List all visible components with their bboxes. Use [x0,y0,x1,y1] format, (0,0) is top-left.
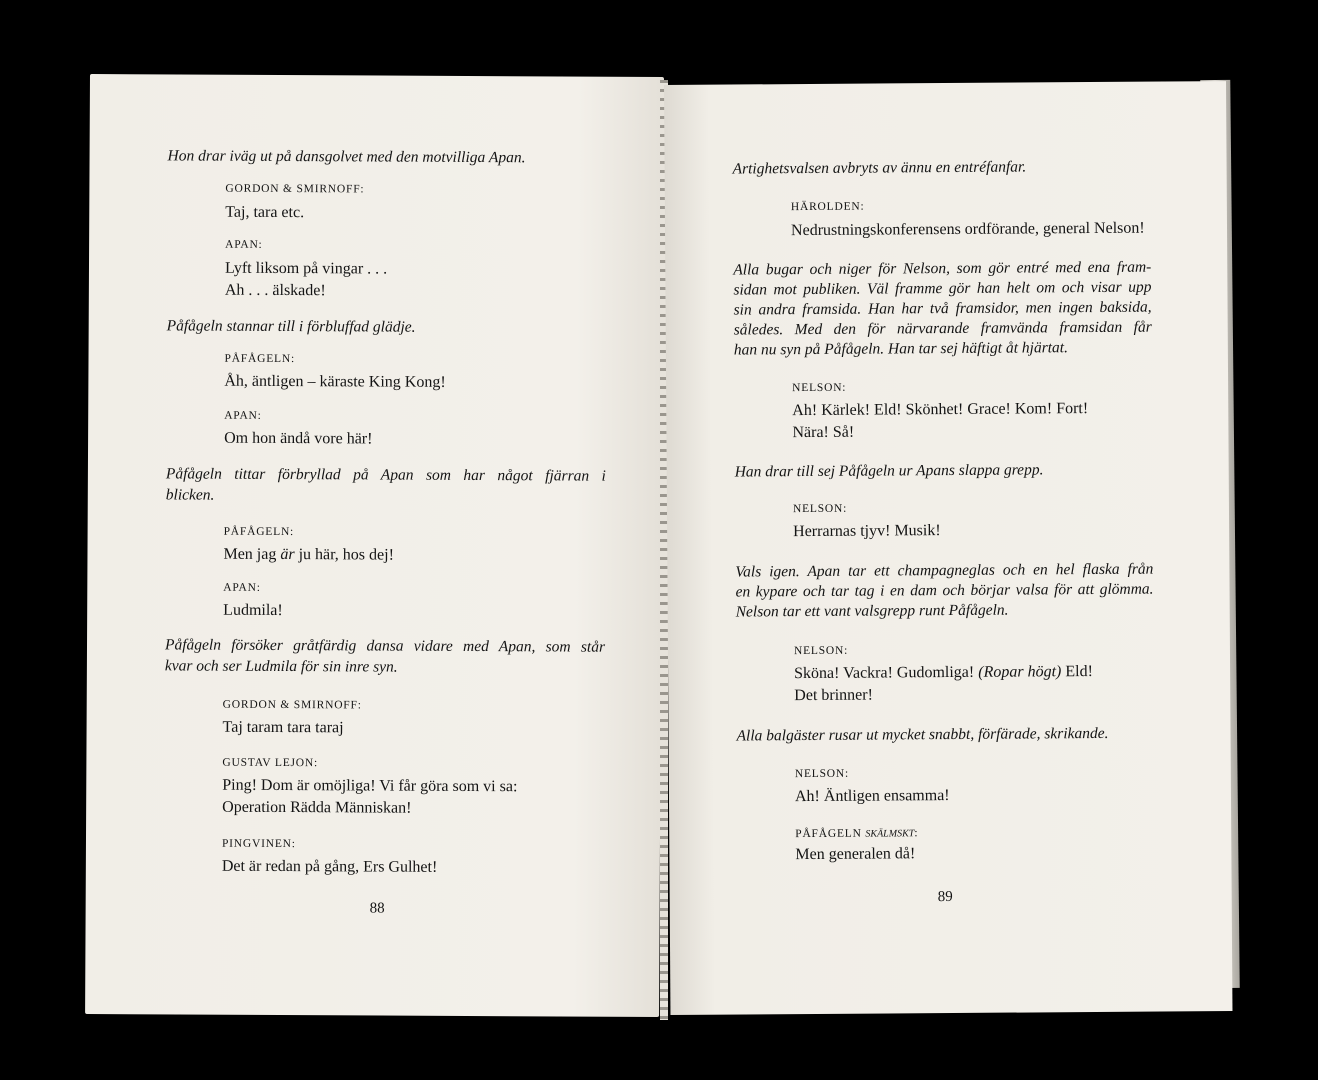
speaker-name: APAN: [225,238,263,251]
speaker-name: GORDON & SMIRNOFF: [225,182,365,196]
dialogue-line: Nära! Så! [792,423,855,442]
stage-direction: sin andra framsida. Han har två framsidor, men ingen baksida, [733,298,1152,319]
speaker-name: APAN: [224,409,262,422]
stage-direction: Alla bugar och niger för Nelson, som gör entré med ena fram- [733,258,1152,279]
dialogue-text: ju här, hos dej! [294,546,394,564]
left-page-content [85,74,664,1017]
dialogue-text: Eld! [1061,663,1093,681]
speaker-manner: skälmskt [865,825,915,841]
dialogue-line: Ah . . . älskade! [224,281,326,300]
dialogue-line: Nedrustningskonferensens ordförande, general Nelson! [790,219,1145,240]
stage-direction: Artighetsvalsen avbryts av ännu en entréfanfar. [732,158,1027,178]
dialogue-line: Ping! Dom är omöjliga! Vi får göra som vi sa: [222,776,518,796]
speaker-name: NELSON: [794,767,850,781]
speaker-label: PÅFÅGELN [795,827,862,841]
speaker-name: GUSTAV LEJON: [222,756,319,770]
dialogue-emphasis: (Ropar högt) [978,663,1062,681]
right-page-content [664,81,1232,1015]
speaker-name: NELSON: [792,502,848,516]
speaker-name [795,825,918,842]
stage-direction: han nu syn på Påfågeln. Han tar sej häftigt åt hjärtat. [733,339,1069,359]
speaker-name: HÄROLDEN: [790,200,865,214]
dialogue-text: Men jag [223,545,281,564]
speaker-name: NELSON: [793,644,849,658]
speaker-name: NELSON: [792,381,847,395]
stage-direction: kvar och ser Ludmila för sin inre syn. [164,657,398,676]
speaker-name: APAN: [223,581,261,594]
dialogue-line: Det brinner! [794,686,873,705]
dialogue-text: Sköna! Vackra! Gudomliga! [794,663,979,683]
stage-direction: en kypare och tar tag i en dam och börjar valsa för att glömma. [735,580,1154,601]
stage-direction: Nelson tar ett vant valsgrepp runt Påfågeln. [735,601,1009,621]
speaker-name: GORDON & SMIRNOFF: [222,698,362,712]
dialogue-line [794,661,1093,684]
stage-direction: Vals igen. Apan tar ett champagneglas och en hel flaska från [735,560,1154,581]
dialogue-line: Om hon ändå vore här! [224,429,373,448]
speaker-colon: : [914,827,919,840]
speaker-name: PÅFÅGELN: [224,352,296,366]
stage-direction: blicken. [165,486,215,504]
page-number: 88 [369,900,385,917]
dialogue-line: Lyft liksom på vingar . . . [224,259,388,278]
dialogue-line: Herrarnas tjyv! Musik! [793,522,941,541]
dialogue-line: Taj taram tara taraj [222,718,344,737]
dialogue-line: Åh, äntligen – käraste King Kong! [224,372,446,391]
stage-direction: Påfågeln stannar till i förbluffad glädje. [166,317,416,336]
stage-direction: Påfågeln tittar förbryllad på Apan som har något fjärran i [165,465,606,485]
dialogue-line: Ah! Äntligen ensamma! [794,787,950,806]
stage-direction: sidan mot publiken. Väl framme gör han helt om och visar upp [733,278,1152,299]
stage-direction: Han drar till sej Påfågeln ur Apans slappa grepp. [734,461,1044,481]
dialogue-line: Det är redan på gång, Ers Gulhet! [221,857,438,876]
stage-direction: Påfågeln försöker gråtfärdig dansa vidare med Apan, som står [164,636,606,656]
dialogue-line: Ah! Kärlek! Eld! Skönhet! Grace! Kom! Fort! [792,400,1089,420]
stage-direction: Hon drar iväg ut på dansgolvet med den motvilliga Apan. [167,147,526,167]
left-page [85,74,664,1017]
page-number: 89 [937,889,953,906]
stage-direction: Alla balgäster rusar ut mycket snabbt, förfärade, skrikande. [736,724,1109,745]
dialogue-line [223,544,394,566]
dialogue-line: Operation Rädda Människan! [222,798,412,817]
speaker-name: PÅFÅGELN: [223,525,295,539]
speaker-name: PINGVINEN: [221,837,296,851]
right-page [664,81,1232,1015]
dialogue-line: Men generalen då! [795,845,916,864]
dialogue-line: Taj, tara etc. [225,203,305,222]
dialogue-emphasis: är [280,546,295,564]
dialogue-line: Ludmila! [223,601,283,620]
stage-direction: således. Med den för närvarande framvända framsidan får [733,318,1152,339]
